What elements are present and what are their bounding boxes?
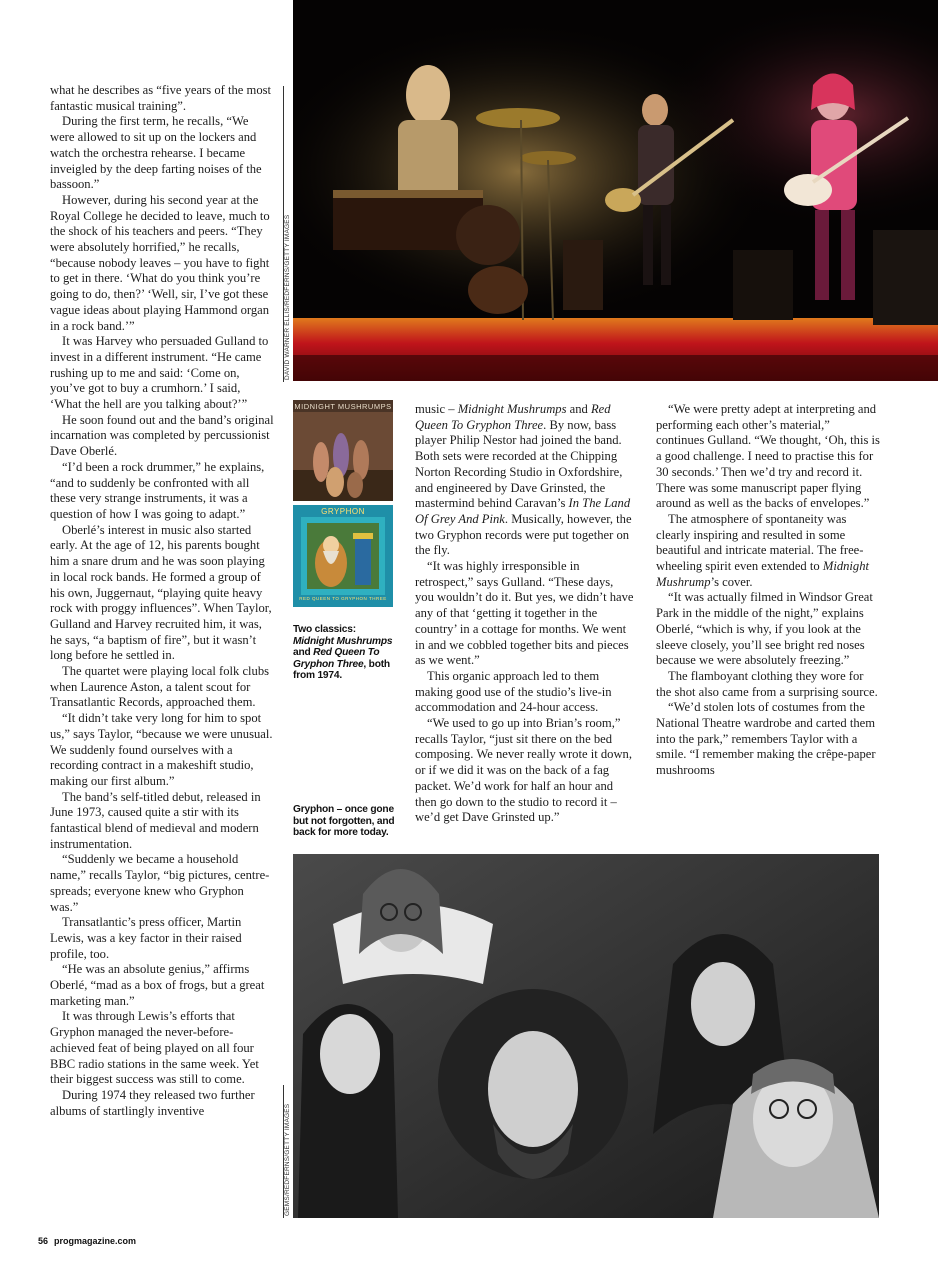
article-column-1	[50, 83, 274, 1119]
concert-illustration	[293, 0, 938, 381]
cover2-title: GRYPHON	[321, 507, 365, 516]
col2-text: . By now, bass player Philip Nestor had joined the band. Both sets were recorded at the Chipping Norton Recording Studio in Oxfordshire, and engineered by Dave Grinsted, the mastermind behind Caravan’s	[415, 417, 623, 511]
site-url: progmagazine.com	[54, 1236, 137, 1246]
col2-album-title: Midnight Mushrumps	[457, 402, 567, 416]
band-illustration	[293, 854, 879, 1218]
photo-credit-concert: DAVID WARNER ELLIS/REDFERNS/GETTY IMAGES	[284, 214, 291, 380]
col1-paragraph: He soon found out and the band’s original incarnation was completed by percussionist Dave Oberlé.	[50, 412, 274, 459]
concert-photo	[293, 0, 938, 381]
col1-paragraph: During 1974 they released two further albums of startlingly inventive	[50, 1088, 255, 1118]
col3-paragraph: The flamboyant clothing they wore for the shot also came from a surprising source.	[656, 668, 878, 699]
caption-covers-and: and	[293, 647, 314, 658]
band-photo	[293, 854, 879, 1218]
col2-text: and	[566, 402, 591, 416]
album-cover-midnight-mushrumps	[293, 400, 393, 501]
photo-credit-band: GEMS/REDFERNS/GETTY IMAGES	[284, 1103, 291, 1216]
col3-text: The atmosphere of spontaneity was clearly inspiring and resulted in some beautiful and intricate material. The free-wheeling spirit even extended to	[656, 511, 864, 574]
album-cover-red-queen	[293, 505, 393, 607]
col1-paragraph: The band’s self-titled debut, released in June 1973, caused quite a stir with its fantastical blend of medieval and modern instrumentation.	[50, 789, 261, 851]
col3-paragraph: “It was actually filmed in Windsor Great Park in the middle of the night,” explains Oberlé, “which is why, if you look at the sleeve closely, you’ll see bright red noses because we were absolutely freezing.”	[656, 590, 873, 668]
col1-paragraph: Oberlé’s interest in music also started early. At the age of 12, his parents bought him a snare drum and he was soon playing in local rock bands. He formed a group of his own, Juggernaut, “playing quite heavy rock with proggy influences”. When Taylor, Gulland and Harvey recruited him, it was, he says, “a baptism of fire”, but it wasn’t long before he settled in.	[50, 522, 272, 663]
cover1-title: MIDNIGHT MUSHRUMPS	[294, 402, 392, 411]
caption-covers-post: , both from 1974.	[293, 658, 390, 681]
col2-album-title: In The Land Of Grey And Pink	[415, 496, 631, 526]
col2-text: music –	[415, 402, 458, 416]
col1-paragraph: Transatlantic’s press officer, Martin Lewis, was a key factor in their raised profile, too.	[50, 915, 242, 961]
page-number: 56	[38, 1236, 49, 1246]
article-column-2	[415, 402, 635, 826]
caption-band-photo: Gryphon – once gone but not forgotten, and back for more today.	[293, 804, 395, 838]
caption-album-covers	[293, 624, 398, 682]
col1-paragraph: During the first term, he recalls, “We were allowed to sit up on the lockers and watch the orchestra rehearse. I became inveigled by the deep farting noises of the bassoon.”	[50, 114, 262, 192]
col2-paragraph: “It was highly irresponsible in retrospect,” says Gulland. “These days, you wouldn’t do it. But yes, we didn’t have any of that ‘getting it together in the country’ in a cottage for months. We went in and we cobbled together bits and pieces as we went.”	[415, 559, 634, 668]
col3-text: ’s cover.	[710, 574, 753, 589]
col1-paragraph: However, during his second year at the Royal College he decided to leave, much to the shock of his teachers and peers. “They were absolutely horrified,” he recalls, “because nobody leaves – you have to fight to get in there. ‘What do you think you’re going to do, then?’ ‘Well, sir, I’ve got these vague ideas about playing Hammond organ in a rock band.’”	[50, 192, 270, 333]
caption-covers-pre: Two classics:	[293, 624, 356, 635]
col2-paragraph: This organic approach led to them making good use of the studio’s live-in accommodation and 24-hour access.	[415, 668, 612, 715]
caption-covers-title1: Midnight Mushrumps	[293, 635, 393, 647]
col1-paragraph: “I’d been a rock drummer,” he explains, “and to suddenly be confronted with all these very strange instruments, it was a question of how I was going to adapt.”	[50, 459, 265, 521]
col2-album-title: Red Queen To Gryphon Three	[415, 402, 611, 432]
cover-art-red-queen	[293, 505, 393, 607]
col1-paragraph: The quartet were playing local folk clubs when Laurence Aston, a talent scout for Transatlantic Records, approached them.	[50, 664, 270, 710]
caption-covers-title2: Red Queen To Gryphon Three	[293, 647, 380, 670]
col3-paragraph: “We were pretty adept at interpreting and performing each other’s material,” continues Gulland. “We thought, ‘Oh, this is a good challenge. I need to practise this for 30 seconds.’ Then we’d try and record it. There was some manuscript paper flying around as well as the backs of envelopes.”	[656, 402, 880, 511]
col3-album-title: Midnight Mushrump	[656, 559, 870, 589]
col1-paragraph: “He was an absolute genius,” affirms Oberlé, “mad as a box of frogs, but a great marketing man.”	[50, 962, 265, 1008]
col1-paragraph: It was through Lewis’s efforts that Gryphon managed the never-before-achieved feat of being played on all four BBC radio stations in the same week. Yet their biggest success was still to come.	[50, 1009, 259, 1087]
col3-paragraph: “We’d stolen lots of costumes from the National Theatre wardrobe and carted them into the park,” remembers Taylor with a smile. “I remember making the crêpe-paper mushrooms	[656, 700, 876, 778]
col1-paragraph: It was Harvey who persuaded Gulland to invest in a different instrument. “He came rushing up to me and said: ‘Come on, you’ve got to buy a crumhorn.’ I said, ‘What the hell are you talking about?’”	[50, 334, 269, 412]
col1-paragraph: “It didn’t take very long for him to spot us,” says Taylor, “because we were unusual. We suddenly found ourselves with a recording contract in a makeshift studio, making our first album.”	[50, 711, 273, 788]
col2-paragraph	[415, 402, 635, 559]
col3-paragraph	[656, 512, 880, 591]
page-footer	[38, 1236, 136, 1246]
cover2-subtitle: RED QUEEN TO GRYPHON THREE	[299, 596, 387, 601]
col1-paragraph: what he describes as “five years of the most fantastic musical training”.	[50, 83, 272, 113]
col2-paragraph: “We used to go up into Brian’s room,” recalls Taylor, “just sit there on the bed composing. We never really wrote it down, or if we did it was on the back of a fag packet. We’d work for half an hour and then go down to the studio to record it – we’d get Dave Grinsted up.”	[415, 716, 632, 825]
cover-art-midnight-mushrumps	[293, 400, 393, 501]
article-column-3	[656, 402, 880, 779]
col1-paragraph: “Suddenly we became a household name,” recalls Taylor, “big pictures, centre-spreads; everyone knew who Gryphon was.”	[50, 852, 270, 914]
col2-text: . Musically, however, the two Gryphon records were put together on the fly.	[415, 511, 632, 558]
